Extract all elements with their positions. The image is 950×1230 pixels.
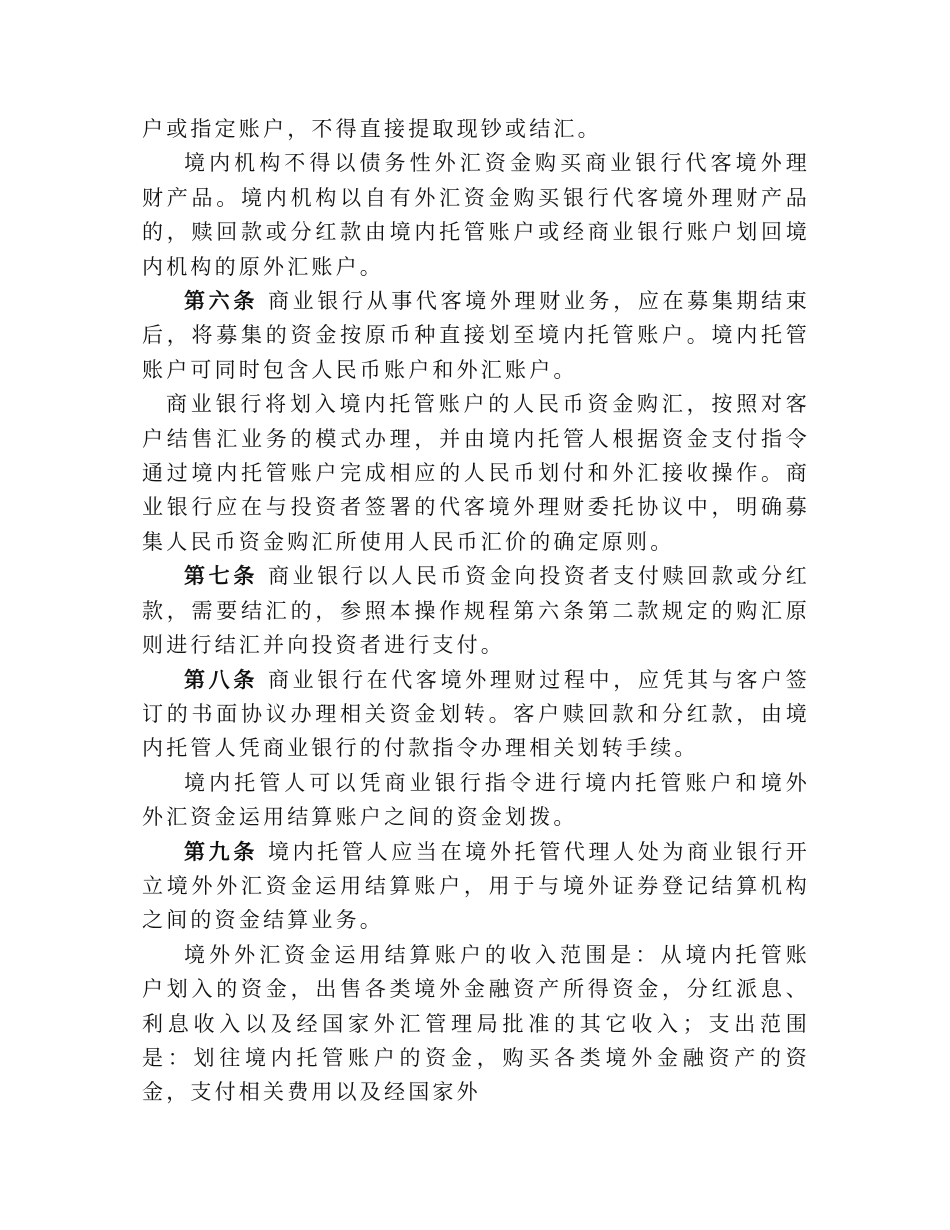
paragraph-text: 境内机构不得以债务性外汇资金购买商业银行代客境外理财产品。境内机构以自有外汇资金购买银行代客境外理财产品的，赎回款或分红款由境内托管账户或经商业银行账户划回境内机构的原外汇账户。 [142,151,810,279]
paragraph-text: 商业银行从事代客境外理财业务，应在募集期结束后，将募集的资金按原币种直接划至境内托管账户。境内托管账户可同时包含人民币账户和外汇账户。 [142,289,810,382]
article-number: 第七条 [184,563,258,589]
article-8 [142,663,810,766]
paragraph-rmb-purchase [142,387,810,559]
article-7 [142,559,810,662]
paragraph-text: 商业银行在代客境外理财过程中，应凭其与客户签订的书面协议办理相关资金划转。客户赎回款和分红款，由境内托管人凭商业银行的付款指令办理相关划转手续。 [142,667,810,761]
paragraph-custodian-transfer [142,766,810,835]
paragraph-continuation [142,112,810,146]
article-6 [142,284,810,387]
paragraph-text: 境外外汇资金运用结算账户的收入范围是：从境内托管账户划入的资金，出售各类境外金融资产所得资金，分红派息、利息收入以及经国家外汇管理局批准的其它收入；支出范围是：划往境内托管账户的资金，购买各类境外金融资产的资金，支付相关费用以及经国家外 [142,942,810,1105]
paragraph-text: 户或指定账户，不得直接提取现钞或结汇。 [142,117,602,141]
article-number: 第九条 [184,838,258,864]
paragraph-text: 境内托管人可以凭商业银行指令进行境内托管账户和境外外汇资金运用结算账户之间的资金划拨。 [142,770,810,830]
paragraph-debt-funds-restriction [142,146,810,284]
document-body [142,112,810,1110]
article-9 [142,835,810,938]
paragraph-text: 商业银行将划入境内托管账户的人民币资金购汇，按照对客户结售汇业务的模式办理，并由境内托管人根据资金支付指令通过境内托管账户完成相应的人民币划付和外汇接收操作。商业银行应在与投资者签署的代客境外理财委托协议中，明确募集人民币资金购汇所使用人民币汇价的确定原则。 [142,392,810,554]
article-number: 第八条 [184,666,258,692]
paragraph-settlement-account-scope [142,938,810,1110]
article-number: 第六条 [184,288,258,314]
paragraph-text: 境内托管人应当在境外托管代理人处为商业银行开立境外外汇资金运用结算账户，用于与境外证券登记结算机构之间的资金结算业务。 [142,839,810,933]
paragraph-text: 商业银行以人民币资金向投资者支付赎回款或分红款，需要结汇的，参照本操作规程第六条第二款规定的购汇原则进行结汇并向投资者进行支付。 [142,564,810,658]
